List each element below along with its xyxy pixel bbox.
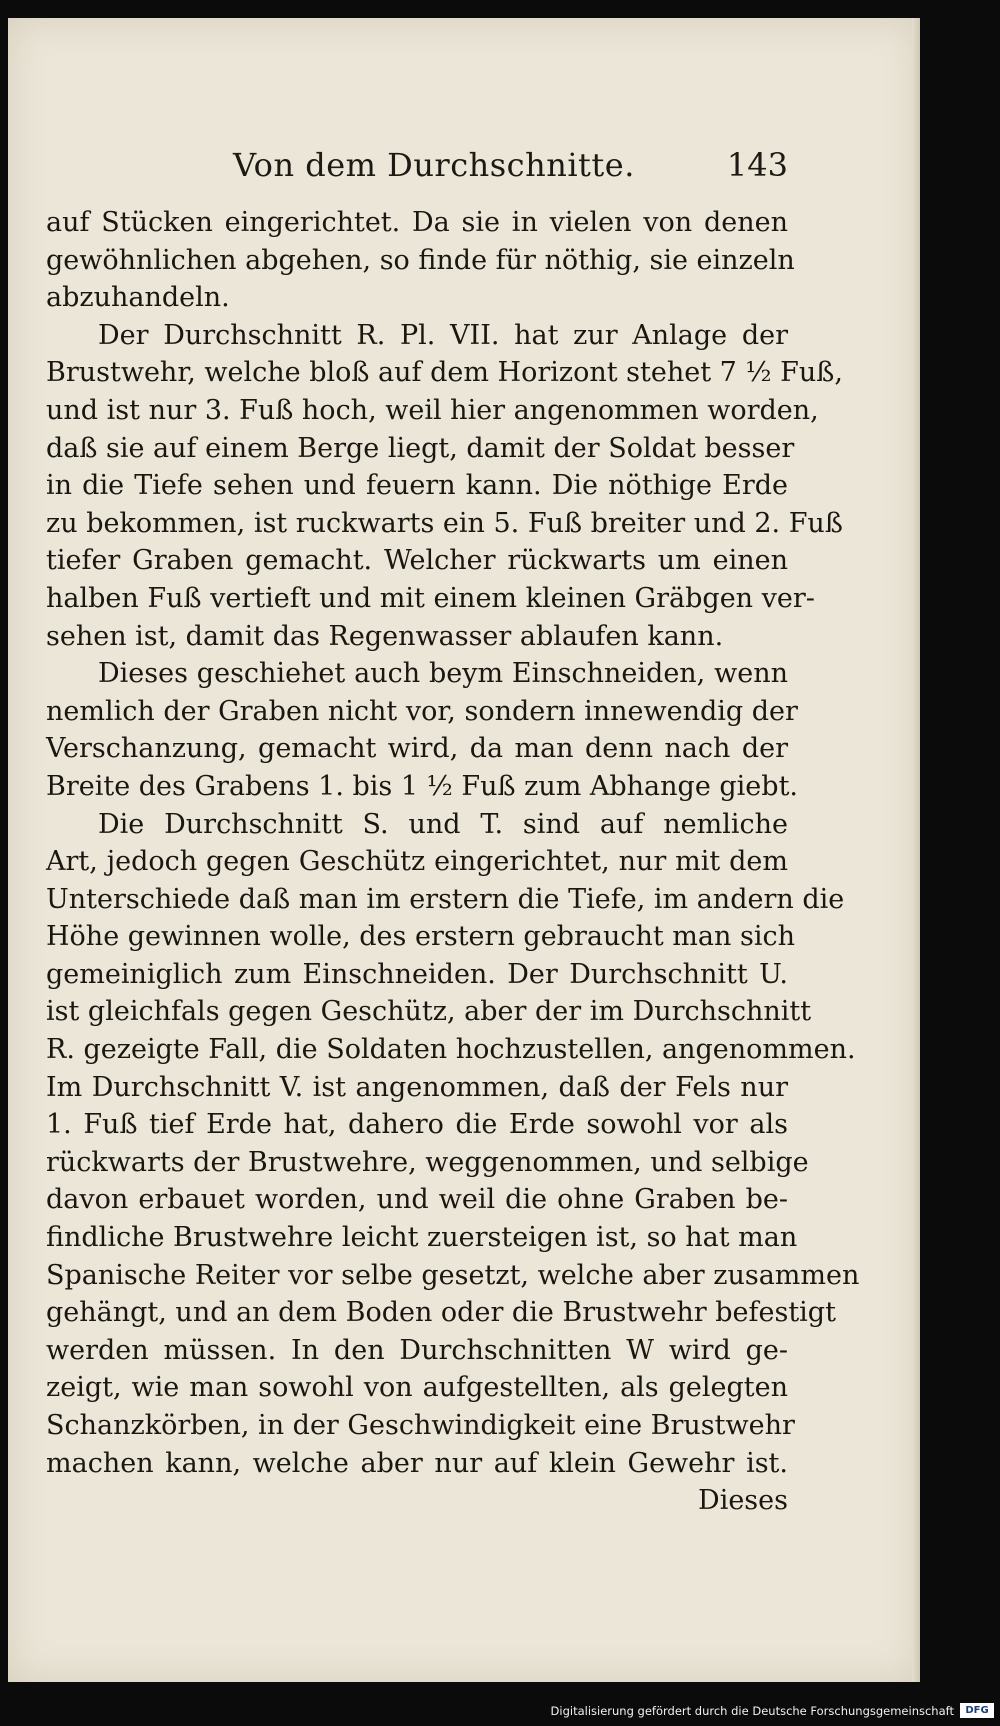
dfg-logo: DFG <box>960 1703 994 1718</box>
text-line: Dieses geschiehet auch beym Einschneiden, wenn <box>98 658 788 690</box>
book-page <box>8 18 920 1682</box>
running-head-title: Von dem Durchschnitte. <box>233 146 635 184</box>
text-line: davon erbauet worden, und weil die ohne Graben be- <box>46 1184 788 1216</box>
text-line: Der Durchschnitt R. Pl. VII. hat zur Anlage der <box>98 319 788 351</box>
text-line: auf Stücken eingerichtet. Da sie in vielen von denen <box>46 207 788 238</box>
text-line: abzuhandeln. <box>46 282 230 314</box>
text-line: gemeiniglich zum Einschneiden. Der Durchschnitt U. <box>46 958 788 990</box>
page-number: 143 <box>726 146 788 184</box>
text-line: halben Fuß vertieft und mit einem kleinen Gräbgen ver- <box>46 582 815 614</box>
text-line: Höhe gewinnen wolle, des erstern gebraucht man sich <box>46 921 795 953</box>
text-line: Dieses <box>698 1485 788 1517</box>
text-line: und ist nur 3. Fuß hoch, weil hier angenommen worden, <box>46 394 819 426</box>
text-line: werden müssen. In den Durchschnitten W wird ge- <box>46 1334 788 1366</box>
page-edge <box>912 18 920 1682</box>
text-line: zu bekommen, ist ruckwarts ein 5. Fuß breiter und 2. Fuß <box>46 507 843 539</box>
text-line: gehängt, und an dem Boden oder die Brustwehr befestigt <box>46 1297 836 1329</box>
text-line: Spanische Reiter vor selbe gesetzt, welche aber zusammen <box>46 1259 860 1291</box>
body-text <box>46 204 860 1520</box>
text-line: machen kann, welche aber nur auf klein Gewehr ist. <box>46 1447 788 1479</box>
text-line: rückwarts der Brustwehre, weggenommen, und selbige <box>46 1146 809 1178</box>
text-line: 1. Fuß tief Erde hat, dahero die Erde sowohl vor als <box>46 1109 788 1141</box>
text-line: tiefer Graben gemacht. Welcher rückwarts um einen <box>46 545 788 577</box>
text-line: Im Durchschnitt V. ist angenommen, daß der Fels nur <box>46 1071 788 1103</box>
text-line: Unterschiede daß man im erstern die Tiefe, im andern die <box>46 883 845 915</box>
text-line: ist gleichfals gegen Geschütz, aber der im Durchschnitt <box>46 996 812 1028</box>
text-line: Verschanzung, gemacht wird, da man denn nach der <box>46 733 788 765</box>
footer-bar <box>0 1698 1000 1726</box>
text-line: Brustwehr, welche bloß auf dem Horizont stehet 7 ½ Fuß, <box>46 357 843 389</box>
text-line: Art, jedoch gegen Geschütz eingerichtet, nur mit dem <box>46 846 788 878</box>
text-line: Breite des Grabens 1. bis 1 ½ Fuß zum Abhange giebt. <box>46 770 799 802</box>
text-line: gewöhnlichen abgehen, so finde für nöthig, sie einzeln <box>46 244 795 276</box>
running-head <box>53 146 788 186</box>
text-line: findliche Brustwehre leicht zuersteigen ist, so hat man <box>46 1222 798 1254</box>
text-line: zeigt, wie man sowohl von aufgestellten, als gelegten <box>46 1372 788 1404</box>
text-line: nemlich der Graben nicht vor, sondern innewendig der <box>46 695 798 727</box>
text-line: sehen ist, damit das Regenwasser ablaufen kann. <box>46 620 724 652</box>
text-line: R. gezeigte Fall, die Soldaten hochzustellen, angenommen. <box>46 1034 856 1066</box>
text-line: daß sie auf einem Berge liegt, damit der Soldat besser <box>46 432 795 464</box>
text-line: Die Durchschnitt S. und T. sind auf nemliche <box>98 808 788 840</box>
text-line: in die Tiefe sehen und feuern kann. Die nöthige Erde <box>46 470 788 502</box>
digitization-credit: Digitalisierung gefördert durch die Deutsche Forschungsgemeinschaft <box>550 1704 954 1718</box>
text-line: Schanzkörben, in der Geschwindigkeit eine Brustwehr <box>46 1410 795 1441</box>
